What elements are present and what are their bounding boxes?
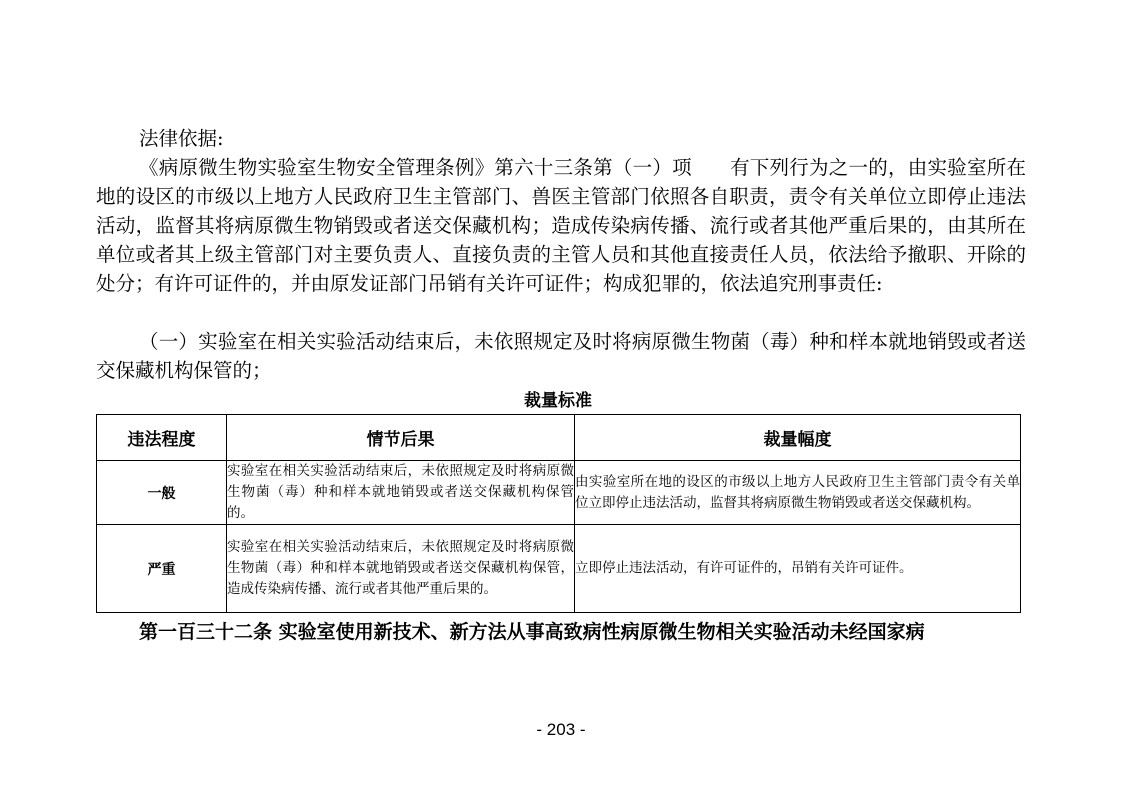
degree-cell: 严重 [97,525,227,613]
header-circumstance: 情节后果 [227,415,575,461]
discretion-standard-table [96,414,1021,613]
circumstance-cell: 实验室在相关实验活动结束后，未依照规定及时将病原微生物菌（毒）种和样本就地销毁或者送交保藏机构保管的。 [227,461,575,525]
discretion-cell: 由实验室所在地的设区的市级以上地方人民政府卫生主管部门责令有关单位立即停止违法活动，监督其将病原微生物销毁或者送交保藏机构。 [575,461,1021,525]
violation-item-one: （一）实验室在相关实验活动结束后，未依照规定及时将病原微生物菌（毒）种和样本就地销毁或者送交保藏机构保管的； [96,330,1026,382]
header-discretion-range: 裁量幅度 [575,415,1021,461]
next-article-heading: 第一百三十二条 实验室使用新技术、新方法从事高致病性病原微生物相关实验活动未经国家病 [139,621,925,643]
page-number: - 203 - [536,720,586,739]
legal-basis-paragraph [96,153,1026,298]
circumstance-cell: 实验室在相关实验活动结束后，未依照规定及时将病原微生物菌（毒）种和样本就地销毁或者送交保藏机构保管，造成传染病传播、流行或者其他严重后果的。 [227,525,575,613]
regulation-citation: 《病原微生物实验室生物安全管理条例》第六十三条第（一）项 [139,156,692,179]
table-title: 裁量标准 [524,391,592,411]
table-row [97,461,1021,525]
header-violation-degree: 违法程度 [97,415,227,461]
table-row [97,525,1021,613]
degree-cell: 一般 [97,461,227,525]
discretion-cell: 立即停止违法活动，有许可证件的，吊销有关许可证件。 [575,525,1021,613]
regulation-provision: 有下列行为之一的，由实验室所在地的设区的市级以上地方人民政府卫生主管部门、兽医主管部门依照各自职责，责令有关单位立即停止违法活动，监督其将病原微生物销毁或者送交保藏机构；造成传染病传播、流行或者其他严重后果的，由其所在单位或者其上级主管部门对主要负责人、直接负责的主管人员和其他直接责任人员，依法给予撤职、开除的处分；有许可证件的，并由原发证部门吊销有关许可证件；构成犯罪的，依法追究刑事责任: [96,156,1026,295]
table-header-row [97,415,1021,461]
legal-basis-label: 法律依据: [139,127,224,150]
